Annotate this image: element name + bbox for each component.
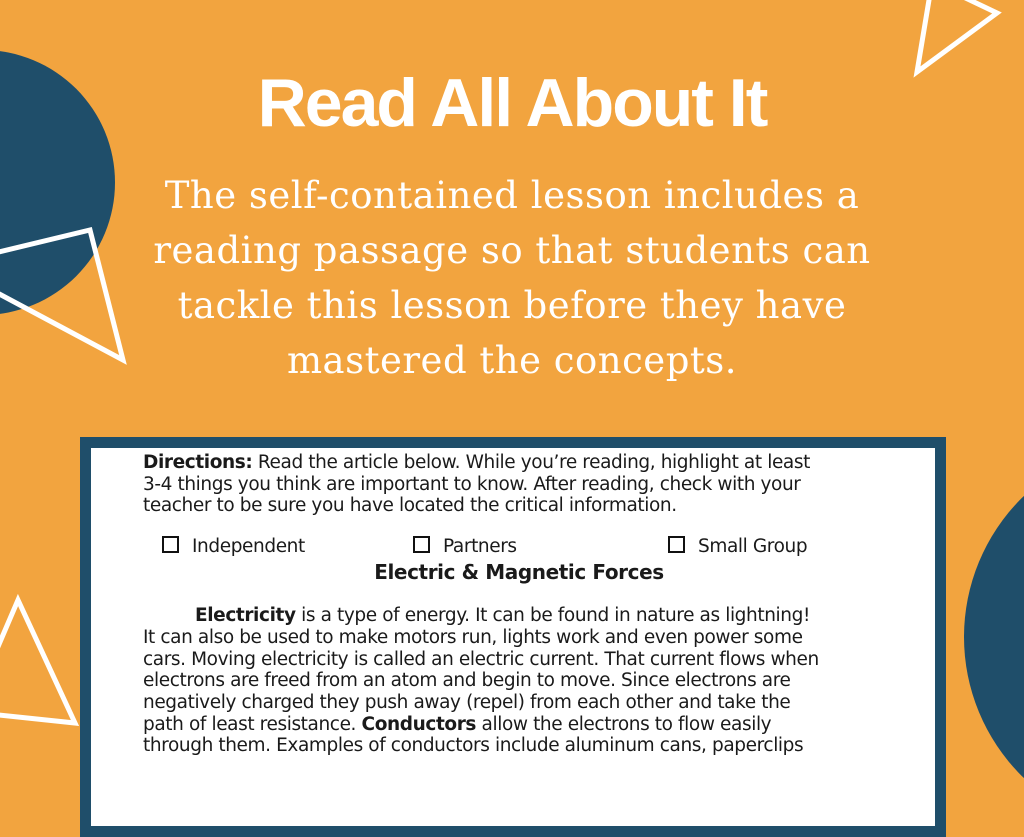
passage-line: It can also be used to make motors run, lights work and even power some [143,626,803,648]
passage-line: electrons are freed from an atom and begin to move. Since electrons are [143,670,791,692]
passage-line [143,714,895,736]
directions-text: Read the article below. While you’re reading, highlight at least [252,452,810,473]
grouping-options-row [143,536,895,558]
directions-line: 3-4 things you think are important to know. After reading, check with your [143,473,801,495]
passage-line: cars. Moving electricity is called an electric current. That current flows when [143,648,819,670]
passage-text: is a type of energy. It can be found in nature as lightning! [295,605,810,627]
subtitle-line: mastered the concepts. [286,339,738,382]
worksheet-content [91,448,935,757]
option-label: Independent [192,536,305,558]
option-label: Small Group [698,536,808,558]
directions-line: teacher to be sure you have located the critical information. [143,495,677,517]
passage-keyword-electricity: Electricity [195,605,296,627]
checkbox-icon[interactable] [668,536,685,553]
passage-title: Electric & Magnetic Forces [374,560,664,585]
passage-line: through them. Examples of conductors include aluminum cans, paperclips [143,735,804,757]
directions-line [143,452,895,474]
subtitle-line: The self-contained lesson includes a [164,174,860,217]
triangle-outline-top-right [917,0,997,72]
option-small-group [668,536,807,558]
checkbox-icon[interactable] [413,536,430,553]
directions-label: Directions: [143,452,253,473]
passage-line [143,605,895,627]
subtitle-line: reading passage so that students can [153,229,871,272]
option-partners [413,536,517,558]
option-independent [162,536,305,558]
passage-paragraph [143,605,895,757]
worksheet-document [80,437,946,837]
directions-paragraph [143,452,895,517]
passage-keyword-conductors: Conductors [361,713,477,735]
passage-text: path of least resistance. [143,713,362,735]
navy-circle-right [964,441,1024,833]
option-label: Partners [443,536,517,558]
subtitle-line: tackle this lesson before they have [177,284,847,327]
passage-line: negatively charged they push away (repel) from each other and take the [143,691,791,713]
page-subtitle [0,168,1024,388]
passage-text: allow the electrons to flow easily [476,713,772,735]
page-title: Read All About It [257,65,767,141]
triangle-outline-bottom-left [0,600,75,723]
checkbox-icon[interactable] [162,536,179,553]
